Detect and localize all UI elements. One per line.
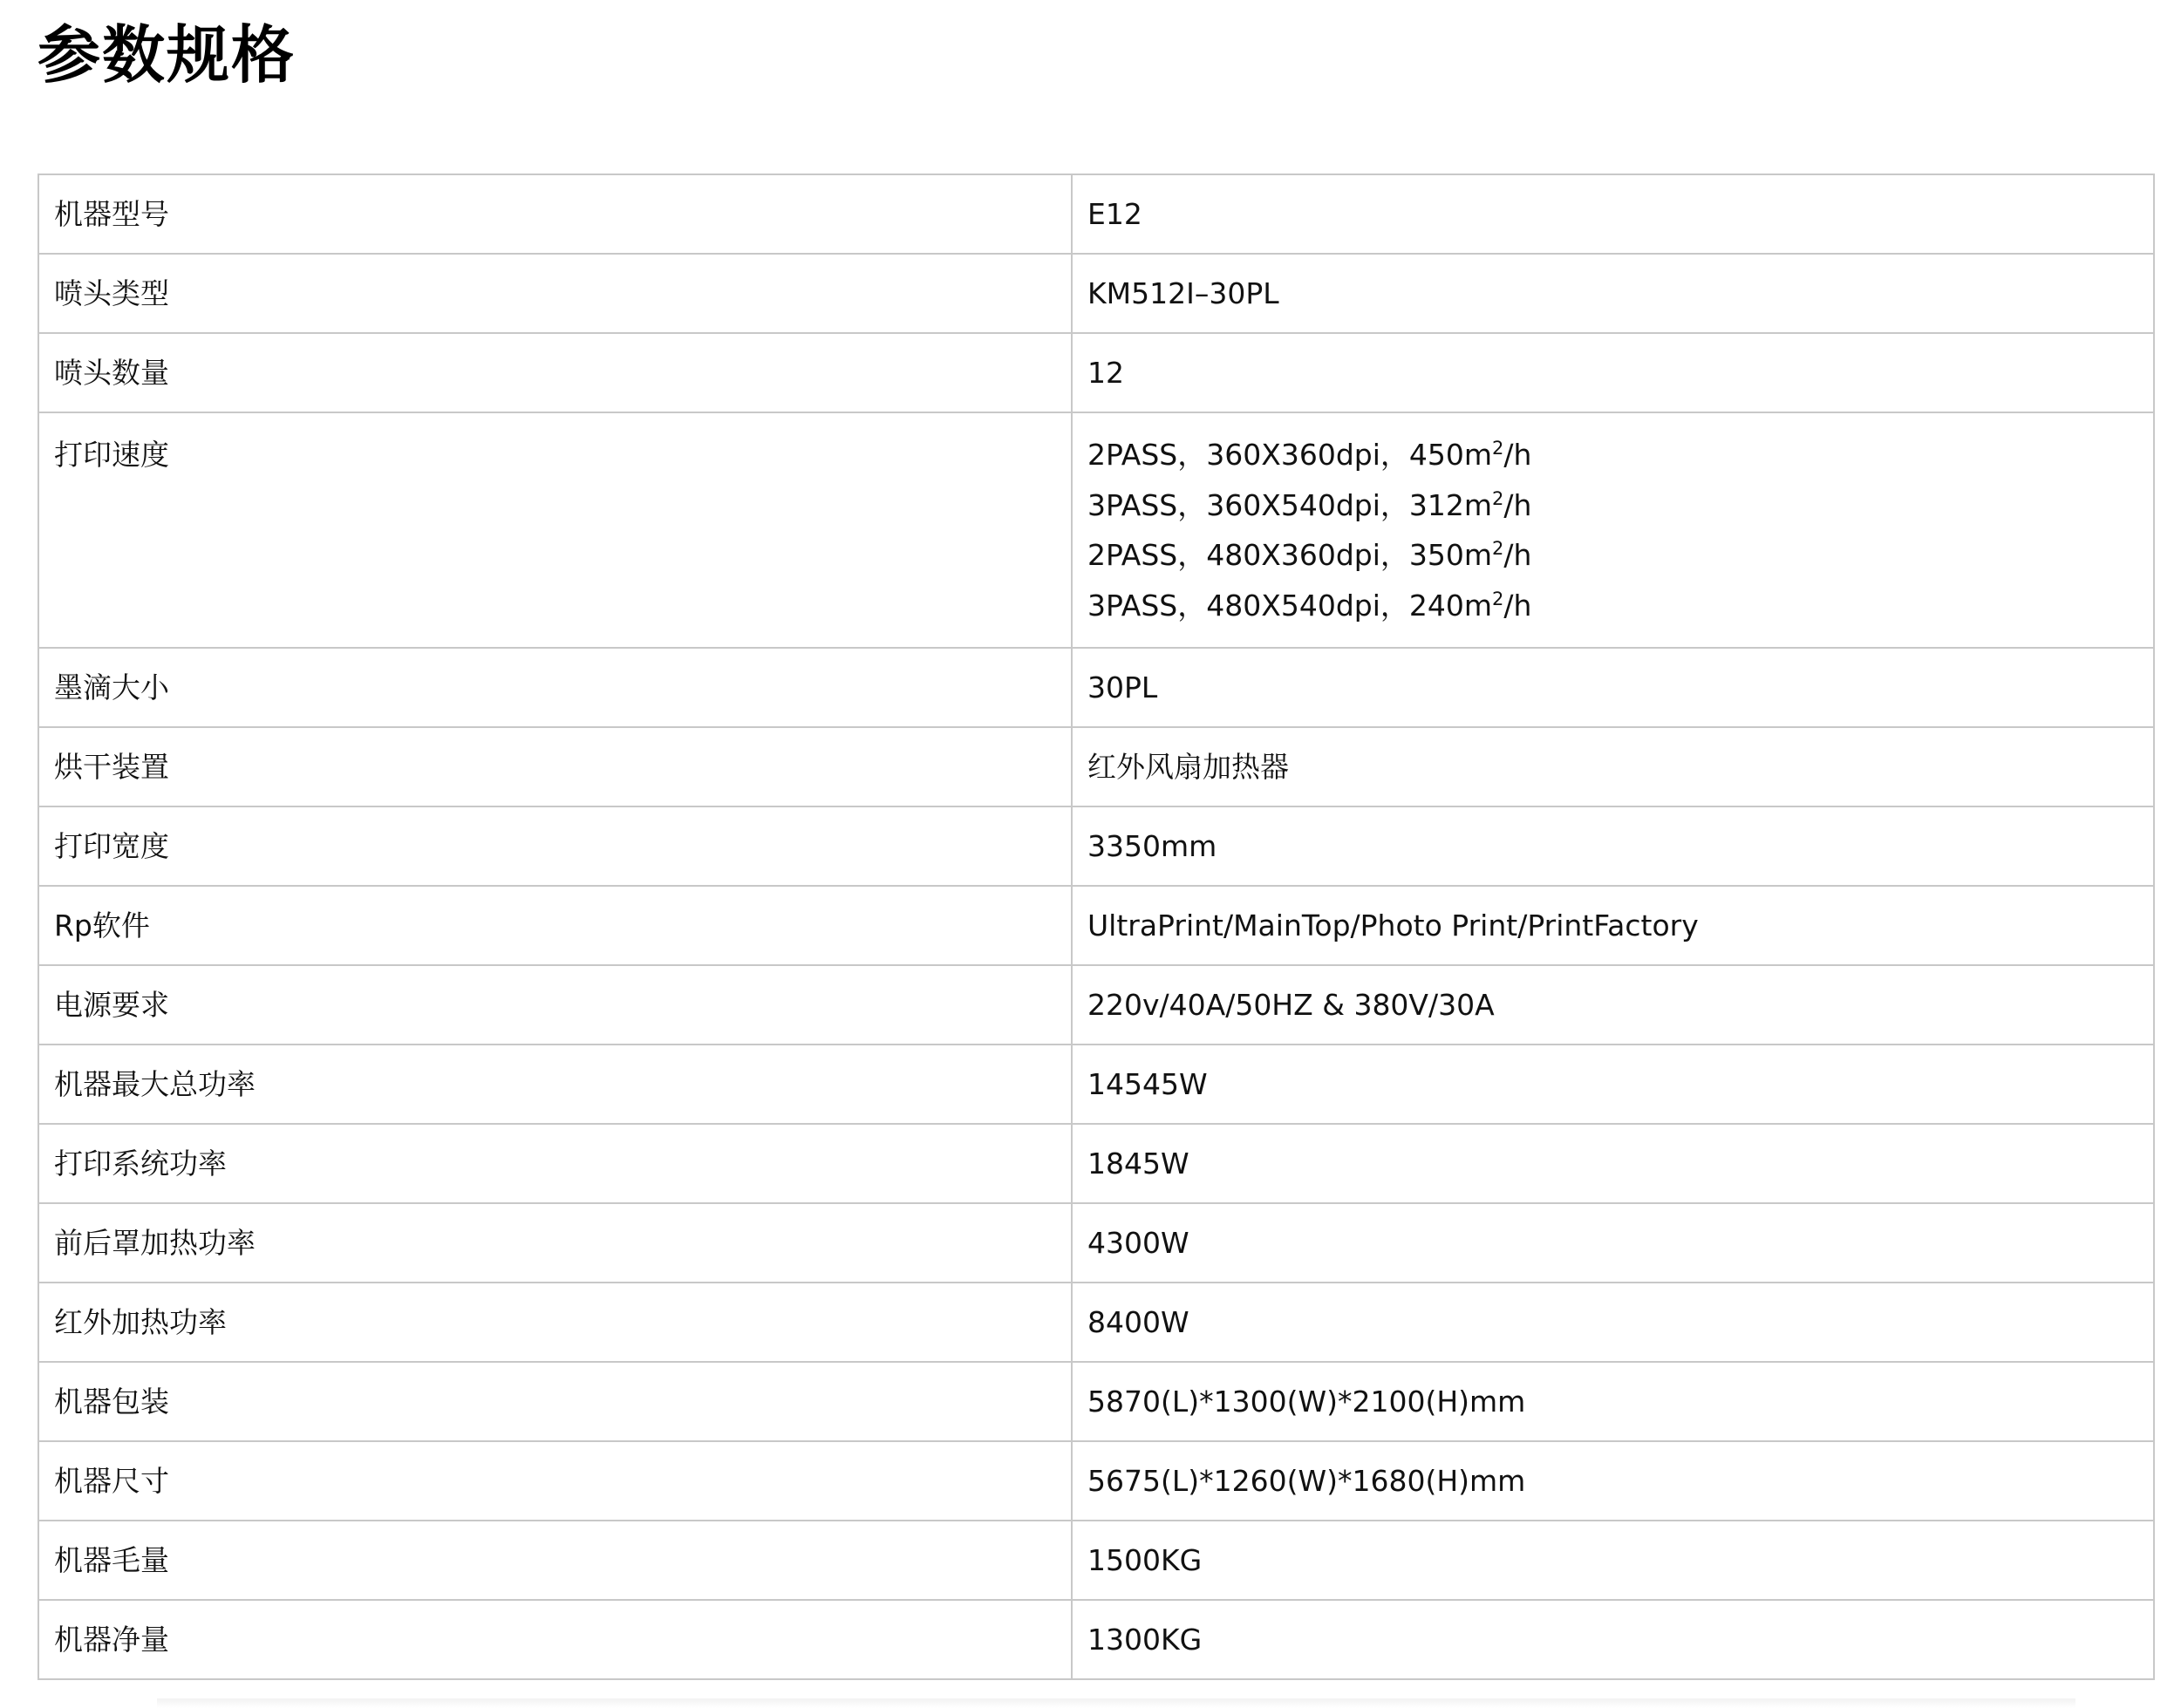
row-label: Rp软件	[38, 886, 1072, 965]
row-label: 机器净量	[38, 1600, 1072, 1679]
row-value: 14545W	[1072, 1045, 2154, 1124]
row-label: 机器毛量	[38, 1521, 1072, 1600]
row-value: UltraPrint/MainTop/Photo Print/PrintFactory	[1072, 886, 2154, 965]
row-label: 墨滴大小	[38, 648, 1072, 727]
table-row	[38, 1283, 2154, 1362]
speed-line: 3PASS，480X540dpi，$240m^2/h$	[1087, 588, 1532, 623]
row-value: 3350mm	[1072, 806, 2154, 886]
row-value: 5675(L)*1260(W)*1680(H)mm	[1072, 1441, 2154, 1521]
table-row	[38, 886, 2154, 965]
table-row	[38, 965, 2154, 1045]
row-value: KM512I–30PL	[1072, 254, 2154, 333]
speed-line: 2PASS，480X360dpi，$350m^2/h$	[1087, 538, 1532, 572]
table-row	[38, 806, 2154, 886]
bottom-shadow	[157, 1698, 2075, 1708]
table-row	[38, 648, 2154, 727]
row-value: 8400W	[1072, 1283, 2154, 1362]
row-value-speed	[1072, 412, 2154, 648]
row-value: 1300KG	[1072, 1600, 2154, 1679]
row-label: 机器包装	[38, 1362, 1072, 1441]
table-row	[38, 1441, 2154, 1521]
page-title: 参数规格	[37, 18, 296, 92]
row-label: 打印宽度	[38, 806, 1072, 886]
table-row	[38, 1124, 2154, 1203]
row-value: 红外风扇加热器	[1072, 727, 2154, 806]
row-label: 电源要求	[38, 965, 1072, 1045]
row-label: 机器尺寸	[38, 1441, 1072, 1521]
row-value: 30PL	[1072, 648, 2154, 727]
table-row	[38, 174, 2154, 254]
table-row	[38, 1521, 2154, 1600]
speed-line: 3PASS，360X540dpi，$312m^2/h$	[1087, 487, 1532, 522]
row-value: 220v/40A/50HZ & 380V/30A	[1072, 965, 2154, 1045]
row-value: 1845W	[1072, 1124, 2154, 1203]
row-label: 机器型号	[38, 174, 1072, 254]
row-value: E12	[1072, 174, 2154, 254]
row-value: 1500KG	[1072, 1521, 2154, 1600]
row-value: 5870(L)*1300(W)*2100(H)mm	[1072, 1362, 2154, 1441]
table-row	[38, 1045, 2154, 1124]
speed-line: 2PASS，360X360dpi，$450m^2/h$	[1087, 438, 1532, 472]
table-row	[38, 1600, 2154, 1679]
row-label: 喷头数量	[38, 333, 1072, 412]
table-row	[38, 1362, 2154, 1441]
row-label: 烘干装置	[38, 727, 1072, 806]
row-label: 喷头类型	[38, 254, 1072, 333]
table-row	[38, 1203, 2154, 1283]
row-label: 打印系统功率	[38, 1124, 1072, 1203]
row-label: 前后罩加热功率	[38, 1203, 1072, 1283]
table-row	[38, 333, 2154, 412]
row-label: 机器最大总功率	[38, 1045, 1072, 1124]
table-row	[38, 412, 2154, 648]
table-row	[38, 254, 2154, 333]
row-label: 打印速度	[38, 412, 1072, 648]
row-label: 红外加热功率	[38, 1283, 1072, 1362]
row-value: 4300W	[1072, 1203, 2154, 1283]
spec-table	[37, 174, 2155, 1680]
table-row	[38, 727, 2154, 806]
row-value: 12	[1072, 333, 2154, 412]
